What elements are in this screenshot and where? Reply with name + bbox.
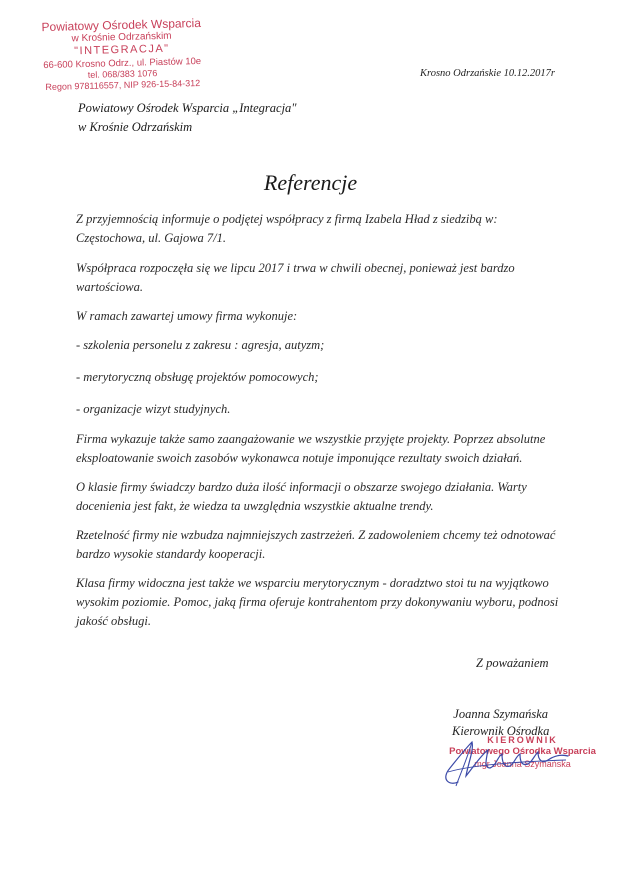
paragraph: W ramach zawartej umowy firma wykonuje: <box>76 309 298 323</box>
paragraph: Klasa firmy widoczna jest także we wsparciu merytorycznym - doradztwo stoi tu na wyjątkowo wysokim poziomie. Pomoc, jaką firma oferuje kontrahentom przy dokonywaniu wyboru, podnosi jakość obsługi. <box>76 576 559 628</box>
handwritten-signature <box>428 736 578 788</box>
letter-body <box>76 210 568 631</box>
recipient-block <box>78 99 297 137</box>
list-item: - merytoryczną obsługę projektów pomocowych; <box>76 370 319 384</box>
stamp-line: KIEROWNIK <box>487 735 558 745</box>
paragraph: Z przyjemnością informuje o podjętej współpracy z firmą Izabela Hład z siedzibą w: Częstochowa, ul. Gajowa 7/1. <box>76 212 498 245</box>
paragraph: Firma wykazuje także samo zaangażowanie we wszystkie przyjęte projekty. Poprzez absolutne eksploatowanie swoich zasobów wykonawca notuje imponujące rezultaty swoich działań. <box>76 432 546 465</box>
stamp-line: mgr Joanna Szymańska <box>474 759 571 769</box>
list-item: - organizacje wizyt studyjnych. <box>76 402 231 416</box>
list-item: - szkolenia personelu z zakresu : agresja, autyzm; <box>76 338 325 352</box>
signer-role: Kierownik Ośrodka <box>452 724 550 738</box>
paragraph: Rzetelność firmy nie wzbudza najmniejszych zastrzeżeń. Z zadowoleniem chcemy też odnotować bardzo wysokie standardy kooperacji. <box>76 528 556 561</box>
closing-phrase: Z poważaniem <box>476 656 549 670</box>
recipient-line: Powiatowy Ośrodek Wsparcia „Integracja" <box>78 101 297 115</box>
paragraph: Współpraca rozpoczęła się we lipcu 2017 i trwa w chwili obecnej, ponieważ jest bardzo wartościowa. <box>76 261 515 294</box>
stamp-line: Powiatowy Ośrodek Wsparcia <box>41 15 202 35</box>
stamp-line: w Krośnie Odrzańskim <box>71 31 172 45</box>
stamp-line: Regon 978116557, NIP 926-15-84-312 <box>45 77 201 92</box>
stamp-line: Powiatowego Ośrodka Wsparcia <box>449 746 596 757</box>
recipient-line: w Krośnie Odrzańskim <box>78 120 193 134</box>
signer-name: Joanna Szymańska <box>453 707 549 721</box>
paragraph: O klasie firmy świadczy bardzo duża ilość informacji o obszarze swojego działania. Warty docenienia jest fakt, że wiedza ta uwzględnia wszystkie aktualne trendy. <box>76 480 527 513</box>
stamp-line: tel. 068/383 1076 <box>87 68 158 80</box>
header-stamp <box>21 15 223 93</box>
stamp-line: 66-600 Krosno Odrz., ul. Piastów 10e <box>43 55 202 71</box>
document-date: Krosno Odrzańskie 10.12.2017r <box>420 68 555 79</box>
stamp-line: "INTEGRACJA" <box>74 43 170 58</box>
document-title: Referencje <box>263 170 358 195</box>
